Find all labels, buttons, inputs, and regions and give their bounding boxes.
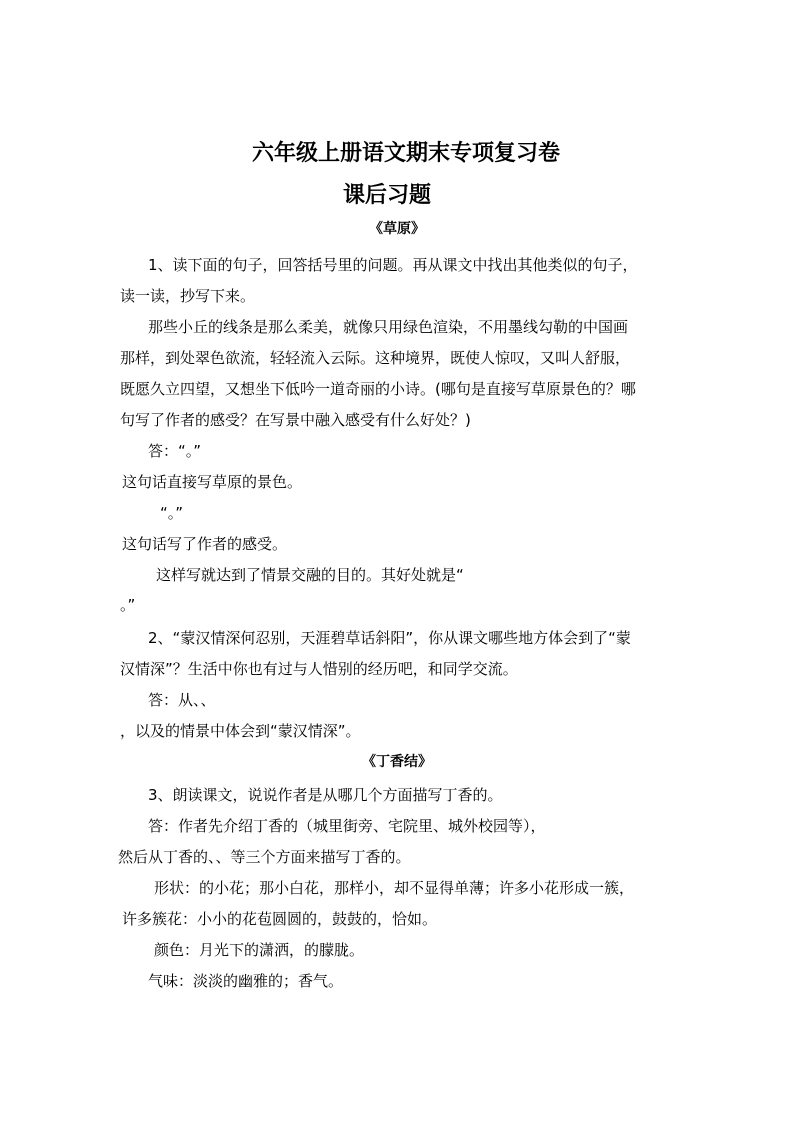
document-title: 六年级上册语文期末专项复习卷 xyxy=(251,141,560,166)
answer-1-line-1: 答：“。” xyxy=(148,442,202,460)
question-2-line-1: 2、“蒙汉情深何忍别，天涯碧草话斜阳”，你从课文哪些地方体会到了“蒙 xyxy=(148,629,631,647)
question-3-line-1: 3、朗读课文，说说作者是从哪几个方面描写丁香的。 xyxy=(148,786,503,804)
subtitle-text: 课后习题 xyxy=(342,183,431,208)
question-1-line-2: 读一读，抄写下来。 xyxy=(120,287,256,305)
answer-3-scent-line: 气味：淡淡的幽雅的；香气。 xyxy=(148,972,344,990)
answer-1-line-4: 这句话写了作者的感受。 xyxy=(122,535,288,553)
answer-3-line-1: 答：作者先介绍丁香的（城里街旁、宅院里、城外校园等）， xyxy=(148,817,546,835)
answer-1-line-5: 这样写就达到了情景交融的目的。其好处就是“ xyxy=(156,566,464,584)
question-1-line-1: 1、读下面的句子，回答括号里的问题。再从课文中找出其他类似的句子， xyxy=(148,256,638,274)
answer-2-line-2: ，以及的情景中体会到“蒙汉情深”。 xyxy=(120,722,361,740)
passage-line-1: 那些小丘的线条是那么柔美，就像只用绿色渲染，不用墨线勾勒的中国画 xyxy=(148,318,629,336)
answer-3-color-line: 颜色：月光下的潇洒，的朦胧。 xyxy=(154,941,365,959)
section-heading-dingxiangjie: 《丁香结》 xyxy=(362,754,432,770)
answer-1-line-3: “。” xyxy=(160,504,184,522)
answer-2-line-1: 答：从、、 xyxy=(148,691,216,709)
document-subtitle xyxy=(0,181,794,211)
section-heading-caoyuan: 《草原》 xyxy=(369,221,425,237)
question-2-line-2: 汉情深”？生活中你也有过与人惜别的经历吧，和同学交流。 xyxy=(120,660,518,678)
answer-3-shape-line-1: 形状：的小花；那小白花，那样小，却不显得单薄；许多小花形成一簇， xyxy=(154,879,635,897)
answer-1-line-6: 。” xyxy=(120,596,136,614)
answer-3-shape-line-2: 许多簇花：小小的花苞圆圆的，鼓鼓的，恰如。 xyxy=(122,910,438,928)
passage-line-2: 那样，到处翠色欲流，轻轻流入云际。这种境界，既使人惊叹，又叫人舒服， xyxy=(120,349,631,367)
answer-1-line-2: 这句话直接写草原的景色。 xyxy=(122,473,303,491)
passage-line-3: 既愿久立四望，又想坐下低吟一道奇丽的小诗。(哪句是直接写草原景色的？哪 xyxy=(120,380,636,398)
passage-line-4: 句写了作者的感受？在写景中融入感受有什么好处？) xyxy=(120,411,471,429)
answer-3-line-2: 然后从丁香的、、等三个方面来描写丁香的。 xyxy=(118,848,411,866)
